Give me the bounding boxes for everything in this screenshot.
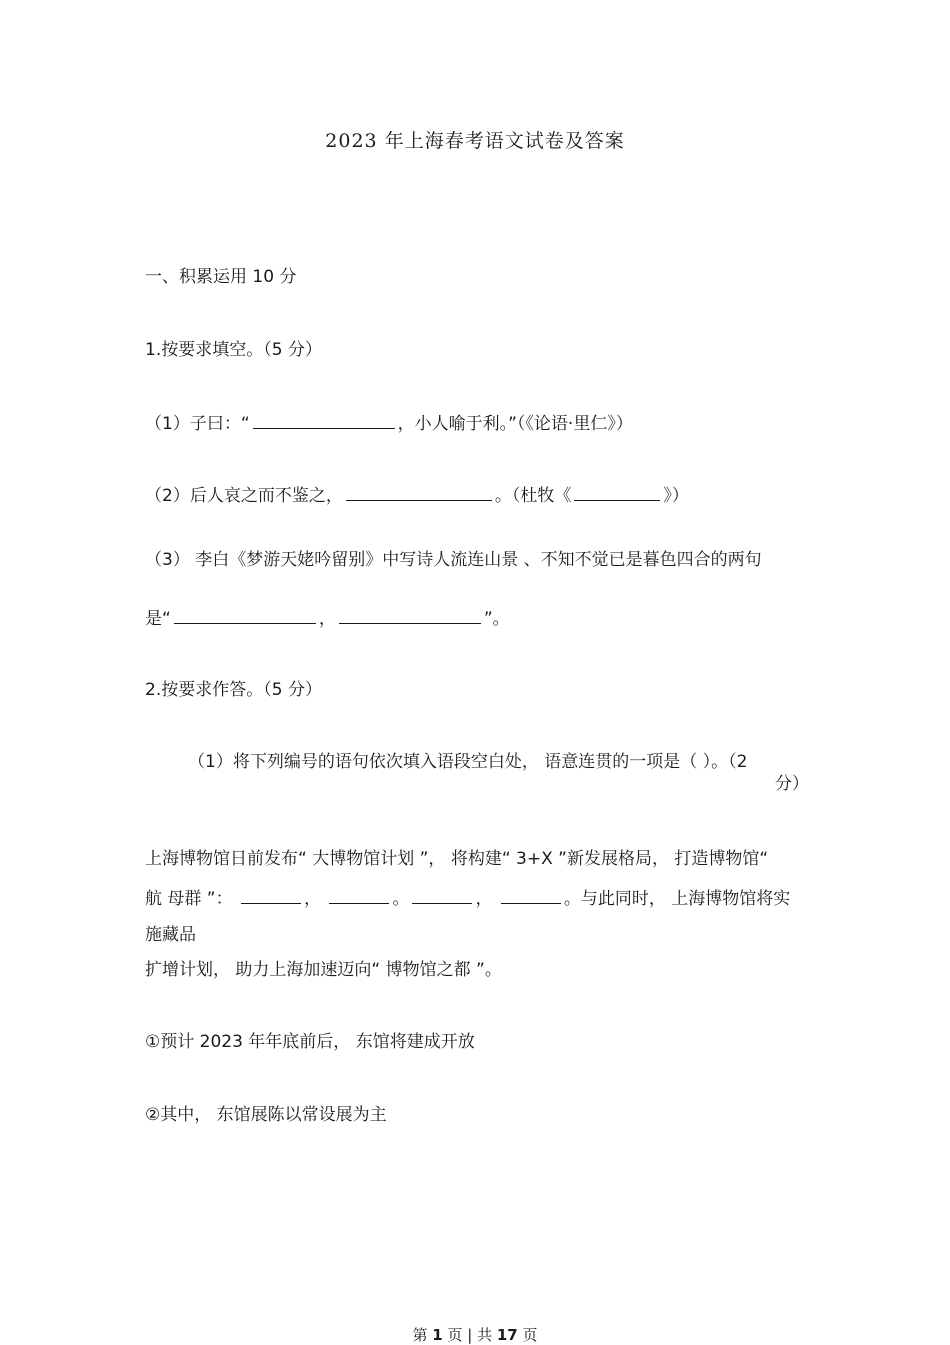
q1-item2-mid: 。（杜牧《 — [494, 486, 572, 506]
q1-item3-mid: ， — [318, 609, 336, 629]
total-page-count: 17 — [496, 1326, 518, 1344]
question-1-item-2 — [145, 483, 689, 507]
passage-sep: 。 — [392, 889, 410, 909]
passage-line-2-post: 。与此同时， 上海博物馆将实 — [563, 889, 791, 909]
fill-blank[interactable] — [241, 886, 301, 904]
fill-blank[interactable] — [412, 886, 472, 904]
footer-prefix: 第 — [412, 1326, 428, 1344]
passage-line-3: 施藏品 — [145, 925, 196, 945]
q1-item2-post: 》） — [663, 486, 689, 506]
current-page-number: 1 — [432, 1326, 443, 1344]
fill-blank[interactable] — [329, 886, 389, 904]
passage-line-2-pre: 航 母群 ”： — [145, 889, 233, 909]
option-1: ①预计 2023 年年底前后， 东馆将建成开放 — [145, 1032, 475, 1052]
fill-blank[interactable] — [174, 606, 316, 624]
passage-line-2 — [145, 886, 790, 910]
q1-item3-post: ”。 — [483, 609, 510, 629]
fill-blank[interactable] — [574, 483, 660, 501]
question-1-item-3-line-1: （3） 李白《梦游天姥吟留别》中写诗人流连山景 、不知不觉已是暮色四合的两句 — [145, 550, 762, 570]
option-2: ②其中， 东馆展陈以常设展为主 — [145, 1105, 387, 1125]
question-1-item-3-line-2 — [145, 606, 510, 630]
q1-item2-pre: （2）后人哀之而不鉴之， — [145, 486, 343, 506]
passage-sep: ， — [475, 889, 493, 909]
question-2-item-1: （1）将下列编号的语句依次填入语段空白处， 语意连贯的一项是（ ）。（2 — [188, 752, 748, 772]
q1-item3-pre: 是“ — [145, 609, 171, 629]
passage-line-4: 扩增计划， 助力上海加速迈向“ 博物馆之都 ”。 — [145, 960, 502, 980]
question-1-item-1 — [145, 411, 633, 435]
footer-mid: 页 | 共 — [447, 1326, 493, 1344]
question-2-prompt: 2.按要求作答。（5 分） — [145, 680, 322, 700]
passage-sep: ， — [304, 889, 322, 909]
fill-blank[interactable] — [501, 886, 561, 904]
document-title: 2023 年上海春考语文试卷及答案 — [325, 130, 625, 152]
q1-item1-pre: （1）子曰：“ — [145, 414, 250, 434]
fill-blank[interactable] — [346, 483, 492, 501]
fill-blank[interactable] — [339, 606, 481, 624]
question-1-prompt: 1.按要求填空。（5 分） — [145, 340, 322, 360]
q1-item1-post: ，小人喻于利。”（《论语·里仁》） — [397, 414, 633, 434]
footer-suffix: 页 — [522, 1326, 538, 1344]
section-heading: 一、积累运用 10 分 — [145, 267, 297, 287]
passage-line-1: 上海博物馆日前发布“ 大博物馆计划 ”， 将构建“ 3+X ”新发展格局， 打造博物馆“ — [145, 849, 769, 869]
page-footer — [0, 1324, 950, 1345]
question-2-item-1-wrap: 分） — [775, 774, 809, 794]
fill-blank[interactable] — [253, 411, 395, 429]
